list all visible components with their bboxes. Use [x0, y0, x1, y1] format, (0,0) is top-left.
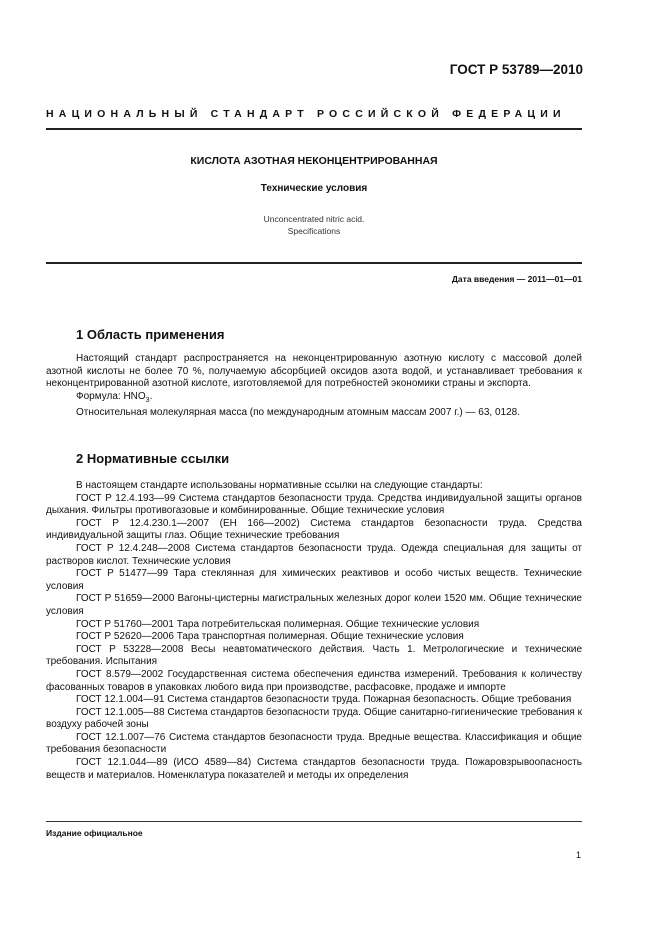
document-title: КИСЛОТА АЗОТНАЯ НЕКОНЦЕНТРИРОВАННАЯ [190, 155, 438, 167]
reference-item: ГОСТ Р 12.4.230.1—2007 (ЕН 166—2002) Система стандартов безопасности труда. Средства индивидуальной защиты глаз. Общие технические требования [46, 517, 582, 542]
introduction-date: Дата введения — 2011—01—01 [451, 274, 582, 284]
document-subtitle: Технические условия [260, 183, 368, 194]
reference-item: ГОСТ Р 12.4.193—99 Система стандартов безопасности труда. Средства индивидуальной защиты органов дыхания. Фильтры противогазовые и комбинированные. Общие технические условия [46, 492, 582, 517]
reference-item: ГОСТ 12.1.004—91 Система стандартов безопасности труда. Пожарная безопасность. Общие требования [76, 694, 572, 706]
reference-item: ГОСТ Р 51659—2000 Вагоны-цистерны магистральных железных дорог колеи 1520 мм. Общие технические условия [46, 593, 582, 617]
section-2-body [46, 480, 582, 782]
standard-code: ГОСТ Р 53789—2010 [449, 62, 583, 77]
page-number: 1 [575, 850, 581, 860]
formula-label: Формула: HNO [76, 390, 146, 402]
reference-item: ГОСТ Р 12.4.248—2008 Система стандартов безопасности труда. Одежда специальная для защиты от растворов кислот. Технические условия [46, 542, 582, 567]
formula-subscript: 3 [145, 396, 150, 404]
title-divider [46, 262, 582, 264]
footer-divider [46, 821, 582, 822]
reference-item: ГОСТ 12.1.044—89 (ИСО 4589—84) Система стандартов безопасности труда. Пожаровзрывоопасность веществ и материалов. Номенклатура показателей и методы их определения [46, 757, 582, 781]
reference-item: ГОСТ 8.579—2002 Государственная система обеспечения единства измерений. Требования к количеству фасованных товаров в упаковках любого вида при производстве, расфасовке, продаже и импорте [46, 668, 582, 693]
reference-item: ГОСТ 12.1.005—88 Система стандартов безопасности труда. Общие санитарно-гигиенические требования к воздуху рабочей зоны [46, 706, 582, 731]
reference-item: ГОСТ Р 51760—2001 Тара потребительская полимерная. Общие технические условия [76, 618, 480, 630]
english-title: Unconcentrated nitric acid. [263, 214, 365, 224]
scope-paragraph: Настоящий стандарт распространяется на неконцентрированную азотную кислоту с массовой долей азотной кислоты не более 70 %, получаемую абсорбцией оксидов азота водой, и устанавливает требования к неконцентрированной азотной кислоте, изготовляемой для потребностей экономики страны и экспорта. [46, 353, 582, 390]
reference-item: ГОСТ Р 51477—99 Тара стеклянная для химических реактивов и особо чистых веществ. Технические условия [46, 568, 582, 592]
section-1-body [46, 353, 582, 420]
reference-item: ГОСТ Р 53228—2008 Весы неавтоматического действия. Часть 1. Метрологические и технические требования. Испытания [46, 643, 582, 668]
section-1-heading: 1 Область применения [76, 327, 225, 342]
header-divider [46, 128, 582, 130]
formula-end: . [149, 390, 153, 402]
reference-item: ГОСТ 12.1.007—76 Система стандартов безопасности труда. Вредные вещества. Классификация и общие требования безопасности [46, 731, 582, 756]
official-edition-label: Издание официальное [46, 828, 143, 838]
national-standard-line: НАЦИОНАЛЬНЫЙ СТАНДАРТ РОССИЙСКОЙ ФЕДЕРАЦИИ [46, 108, 566, 120]
reference-item: ГОСТ Р 52620—2006 Тара транспортная полимерная. Общие технические условия [76, 631, 464, 643]
molar-mass-line: Относительная молекулярная масса (по международным атомным массам 2007 г.) — 63, 0128. [76, 407, 520, 419]
section-2-heading: 2 Нормативные ссылки [76, 451, 230, 466]
references-intro: В настоящем стандарте использованы нормативные ссылки на следующие стандарты: [76, 480, 483, 491]
english-subtitle: Specifications [287, 226, 341, 236]
formula-line [46, 391, 582, 408]
